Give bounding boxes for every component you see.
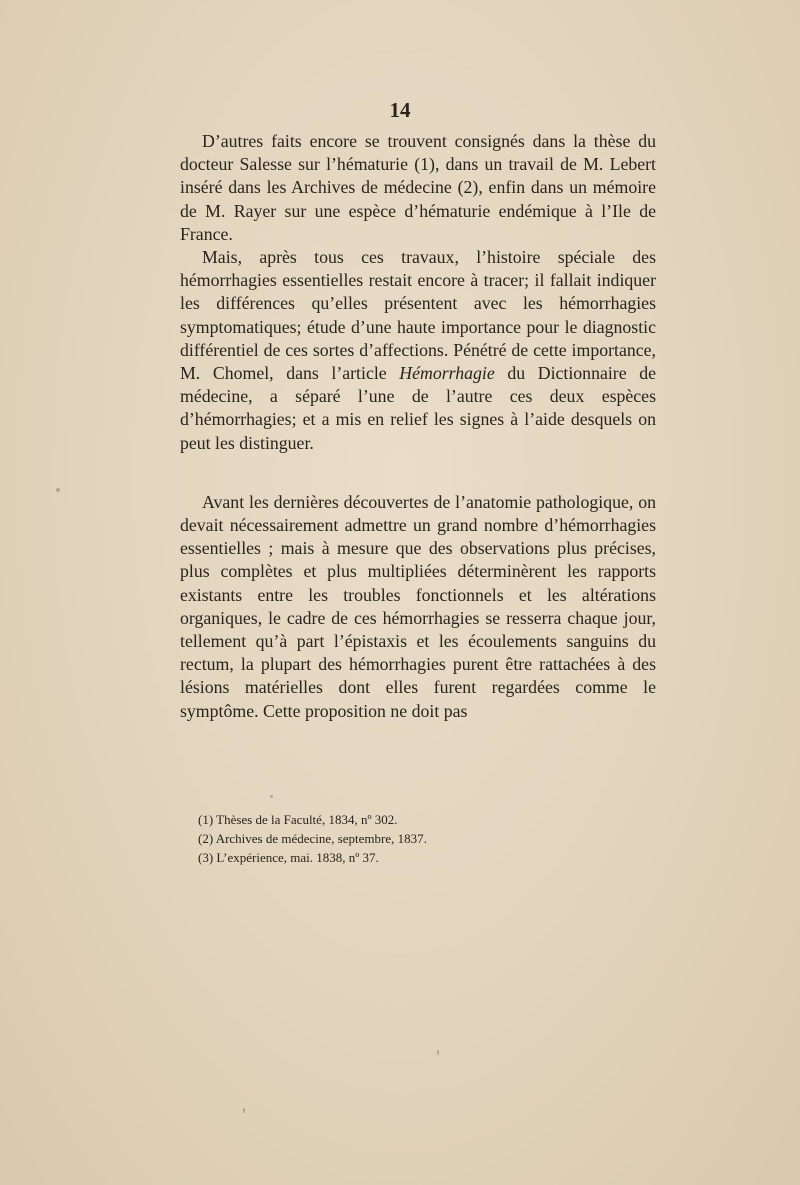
paper-speck <box>243 1108 245 1113</box>
italic-article-title: Hémorrhagie <box>399 363 495 384</box>
footnote-3: (3) L’expérience, mai. 1838, nº 37. <box>198 850 379 865</box>
footnote-1: (1) Thèses de la Faculté, 1834, nº 302. <box>198 812 398 827</box>
paragraph-2-start: Mais, après tous ces travaux, l’histoire spéciale des hémorrhagies essentielles restait encore à tracer; il fallait indiquer les différences qu’elles présentent avec les hémorrhagies symptomatiques; étude d’une haute importance pour le diagnostic différentiel de ces sortes d’affections. Pénétré de cette importance, M. Chomel, dans l’article <box>180 247 656 384</box>
paragraph-2 <box>180 246 656 455</box>
paper-speck <box>437 1050 439 1055</box>
footnote-2: (2) Archives de médecine, septembre, 1837. <box>198 831 427 846</box>
paper-speck <box>56 488 60 492</box>
footnotes <box>198 810 658 867</box>
paper-speck <box>270 795 273 798</box>
page-number: 14 <box>389 98 411 122</box>
body-text <box>180 130 656 723</box>
paragraph-1: D’autres faits encore se trouvent consignés dans la thèse du docteur Salesse sur l’hématurie (1), dans un travail de M. Lebert inséré dans les Archives de médecine (2), enfin dans un mémoire de M. Rayer sur une espèce d’hématurie endémique à l’Ile de France. <box>180 131 656 244</box>
paragraph-2-end: du Dictionnaire de médecine, a séparé l’une de l’autre ces deux espèces d’hémorrhagies; et a mis en relief les signes à l’aide desquels on peut les distinguer. <box>180 363 656 453</box>
paragraph-3: Avant les dernières découvertes de l’anatomie pathologique, on devait nécessairement admettre un grand nombre d’hémorrhagies essentielles ; mais à mesure que des observations plus précises, plus complètes et plus multipliées déterminèrent les rapports existants entre les troubles fonctionnels et les altérations organiques, le cadre de ces hémorrhagies se resserra chaque jour, tellement qu’à part l’épistaxis et les écoulements sanguins du rectum, la plupart des hémorrhagies purent être rattachées à des lésions matérielles dont elles furent regardées comme le symptôme. Cette proposition ne doit pas <box>180 491 656 721</box>
